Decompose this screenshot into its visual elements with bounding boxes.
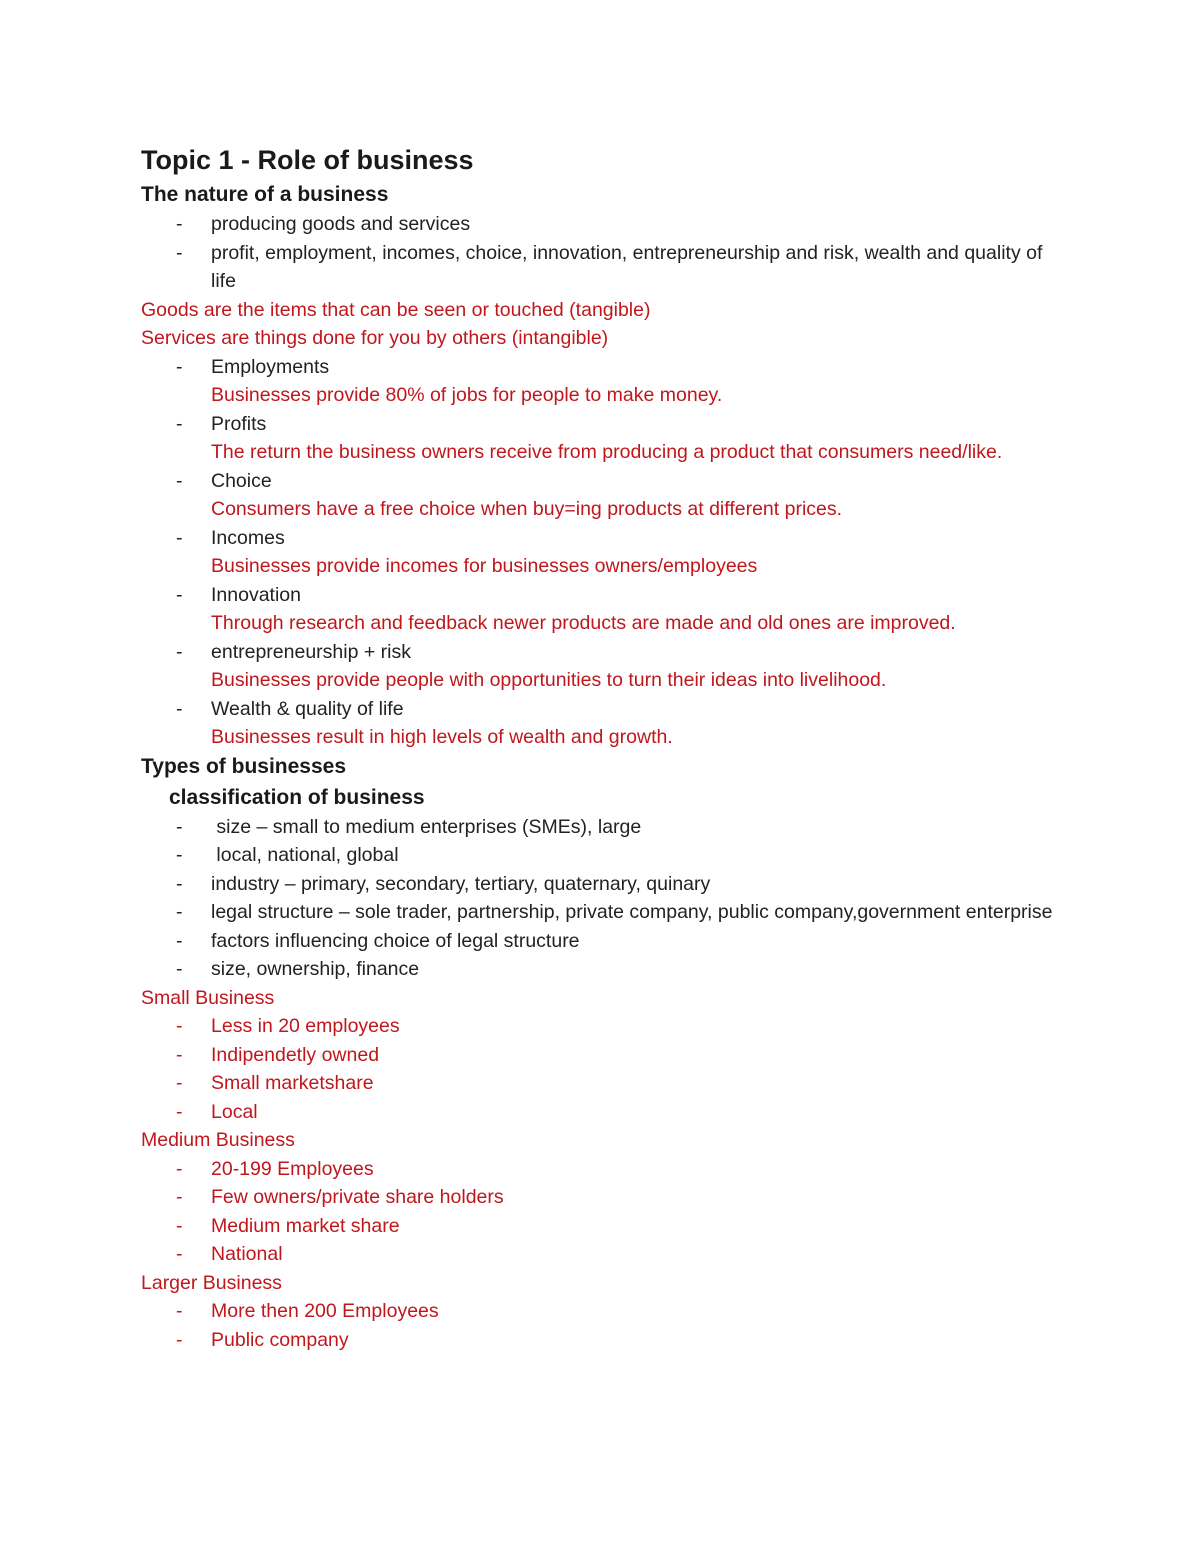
list-item bbox=[141, 1069, 1061, 1098]
dash-marker: - bbox=[176, 1328, 183, 1351]
nature-bullet-list bbox=[141, 210, 1061, 296]
list-item-text: Small marketshare bbox=[211, 1072, 374, 1094]
page-title: Topic 1 - Role of business bbox=[141, 145, 474, 175]
dash-marker: - bbox=[176, 1243, 183, 1265]
list-item bbox=[141, 467, 1061, 524]
list-item bbox=[141, 1155, 1061, 1184]
dash-marker: - bbox=[176, 583, 183, 606]
list-item-text: profit, employment, incomes, choice, innovation, entrepreneurship and risk, wealth and quality of life bbox=[211, 241, 1043, 292]
item-note: Businesses provide incomes for businesses owners/employees bbox=[211, 555, 758, 577]
list-item-text: 20-199 Employees bbox=[211, 1157, 374, 1180]
list-item bbox=[141, 813, 1061, 842]
small-business-list bbox=[141, 1012, 1061, 1126]
dash-marker: - bbox=[176, 958, 183, 980]
document-page bbox=[141, 140, 1061, 1354]
medium-business-list bbox=[141, 1155, 1061, 1269]
dash-marker: - bbox=[176, 1072, 183, 1094]
list-item-text: industry – primary, secondary, tertiary, quaternary, quinary bbox=[211, 872, 711, 895]
dash-marker: - bbox=[176, 213, 183, 235]
list-item bbox=[141, 581, 1061, 638]
dash-marker: - bbox=[176, 355, 183, 378]
item-label: Innovation bbox=[211, 583, 301, 606]
item-label: Wealth & quality of life bbox=[211, 697, 404, 720]
list-item-text: size – small to medium enterprises (SMEs), large bbox=[211, 815, 642, 838]
heading-types-of-businesses: Types of businesses bbox=[141, 754, 347, 778]
dash-marker: - bbox=[176, 469, 183, 492]
dash-marker: - bbox=[176, 844, 183, 866]
item-label: Incomes bbox=[211, 526, 285, 549]
item-label: Profits bbox=[211, 412, 267, 435]
item-label: Employments bbox=[211, 355, 330, 378]
dash-marker: - bbox=[176, 241, 183, 264]
list-item bbox=[141, 1326, 1061, 1355]
dash-marker: - bbox=[176, 1100, 183, 1123]
item-label: Choice bbox=[211, 469, 272, 492]
list-item-text: Less in 20 employees bbox=[211, 1015, 400, 1037]
dash-marker: - bbox=[176, 1214, 183, 1237]
subheading-classification: classification of business bbox=[169, 785, 425, 809]
dash-marker: - bbox=[176, 640, 183, 663]
list-item-text: local, national, global bbox=[211, 844, 399, 866]
list-item bbox=[141, 1012, 1061, 1041]
dash-marker: - bbox=[176, 872, 183, 895]
list-item bbox=[141, 410, 1061, 467]
dash-marker: - bbox=[176, 1300, 183, 1322]
item-note: Businesses provide people with opportunities to turn their ideas into livelihood. bbox=[211, 669, 887, 691]
dash-marker: - bbox=[176, 1043, 183, 1066]
item-note: Through research and feedback newer products are made and old ones are improved. bbox=[211, 612, 956, 634]
list-item bbox=[141, 1297, 1061, 1326]
dash-marker: - bbox=[176, 697, 183, 720]
list-item bbox=[141, 841, 1061, 870]
list-item bbox=[141, 1240, 1061, 1269]
list-item-text: Local bbox=[211, 1100, 258, 1123]
list-item bbox=[141, 353, 1061, 410]
services-definition: Services are things done for you by others (intangible) bbox=[141, 327, 609, 349]
heading-nature-of-business: The nature of a business bbox=[141, 183, 389, 206]
list-item bbox=[141, 524, 1061, 581]
list-item-text: legal structure – sole trader, partnership, private company, public company,government enterprise bbox=[211, 901, 1053, 923]
list-item-text: Medium market share bbox=[211, 1214, 400, 1237]
list-item bbox=[141, 870, 1061, 899]
dash-marker: - bbox=[176, 1015, 183, 1037]
item-note: Consumers have a free choice when buy=ing products at different prices. bbox=[211, 498, 843, 520]
dash-marker: - bbox=[176, 1157, 183, 1180]
list-item bbox=[141, 1041, 1061, 1070]
dash-marker: - bbox=[176, 815, 183, 838]
list-item bbox=[141, 638, 1061, 695]
heading-larger-business: Larger Business bbox=[141, 1271, 282, 1294]
heading-medium-business: Medium Business bbox=[141, 1129, 295, 1151]
list-item bbox=[141, 1212, 1061, 1241]
list-item bbox=[141, 239, 1061, 296]
dash-marker: - bbox=[176, 929, 183, 952]
dash-marker: - bbox=[176, 412, 183, 435]
larger-business-list bbox=[141, 1297, 1061, 1354]
list-item bbox=[141, 927, 1061, 956]
list-item bbox=[141, 695, 1061, 752]
dash-marker: - bbox=[176, 526, 183, 549]
dash-marker: - bbox=[176, 901, 183, 923]
list-item-text: factors influencing choice of legal structure bbox=[211, 929, 580, 952]
item-note: Businesses provide 80% of jobs for people to make money. bbox=[211, 384, 723, 406]
list-item-text: Indipendetly owned bbox=[211, 1043, 380, 1066]
list-item-text: National bbox=[211, 1243, 283, 1265]
list-item bbox=[141, 955, 1061, 984]
item-note: Businesses result in high levels of wealth and growth. bbox=[211, 726, 673, 748]
dash-marker: - bbox=[176, 1186, 183, 1208]
classification-list bbox=[141, 813, 1061, 984]
item-label: entrepreneurship + risk bbox=[211, 640, 411, 663]
list-item bbox=[141, 898, 1061, 927]
list-item-text: producing goods and services bbox=[211, 213, 471, 235]
goods-definition: Goods are the items that can be seen or touched (tangible) bbox=[141, 298, 651, 321]
list-item-text: Few owners/private share holders bbox=[211, 1186, 504, 1208]
item-note: The return the business owners receive from producing a product that consumers need/like. bbox=[211, 441, 1003, 463]
list-item bbox=[141, 1098, 1061, 1127]
list-item-text: size, ownership, finance bbox=[211, 958, 420, 980]
list-item-text: Public company bbox=[211, 1328, 349, 1351]
list-item bbox=[141, 210, 1061, 239]
role-items-list bbox=[141, 353, 1061, 752]
list-item bbox=[141, 1183, 1061, 1212]
heading-small-business: Small Business bbox=[141, 986, 275, 1009]
list-item-text: More then 200 Employees bbox=[211, 1300, 439, 1322]
